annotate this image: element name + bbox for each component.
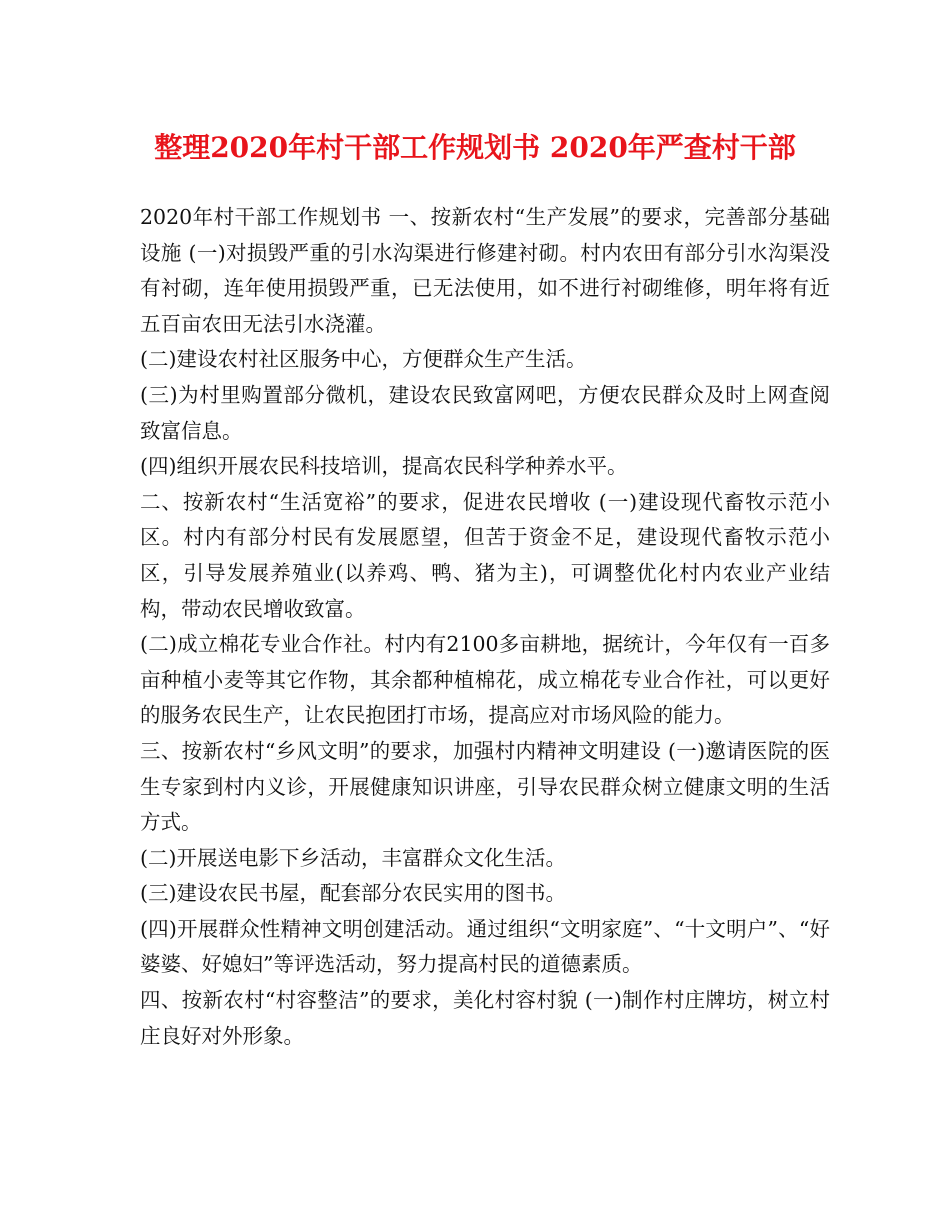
paragraph: 三、按新农村“乡风文明”的要求，加强村内精神文明建设 (一)邀请医院的医生专家到村内义诊，开展健康知识讲座，引导农民群众树立健康文明的生活方式。 <box>140 738 830 835</box>
paragraph: 二、按新农村“生活宽裕”的要求，促进农民增收 (一)建设现代畜牧示范小区。村内有部分村民有发展愿望，但苦于资金不足，建设现代畜牧示范小区，引导发展养殖业(以养鸡、鸭、猪为主)，可调整优化村内农业产业结构，带动农民增收致富。 <box>140 489 830 621</box>
paragraph: 2020年村干部工作规划书 一、按新农村“生产发展”的要求，完善部分基础设施 (一)对损毁严重的引水沟渠进行修建衬砌。村内农田有部分引水沟渠没有衬砌，连年使用损毁严重，已无法使用，如不进行衬砌维修，明年将有近五百亩农田无法引水浇灌。 <box>140 205 830 336</box>
paragraph: (二)建设农村社区服务中心，方便群众生产生活。 <box>140 347 587 372</box>
paragraph: (二)开展送电影下乡活动，丰富群众文化生活。 <box>140 845 566 870</box>
paragraph: (四)开展群众性精神文明创建活动。通过组织“文明家庭”、“十文明户”、“好婆婆、好媳妇”等评选活动，努力提高村民的道德素质。 <box>140 916 830 977</box>
paragraph: 四、按新农村“村容整洁”的要求，美化村容村貌 (一)制作村庄牌坊，树立村庄良好对外形象。 <box>140 988 830 1048</box>
document-title: 整理2020年村干部工作规划书 2020年严查村干部 <box>154 131 796 164</box>
paragraph: (三)为村里购置部分微机，建设农民致富网吧，方便农民群众及时上网查阅致富信息。 <box>140 382 830 443</box>
paragraph: (四)组织开展农民科技培训，提高农民科学种养水平。 <box>140 454 628 479</box>
paragraph: (三)建设农民书屋，配套部分农民实用的图书。 <box>140 881 566 906</box>
document-body <box>140 200 830 1054</box>
paragraph: (二)成立棉花专业合作社。村内有2100多亩耕地，据统计，今年仅有一百多亩种植小麦等其它作物，其余都种植棉花，成立棉花专业合作社，可以更好的服务农民生产，让农民抱团打市场，提高应对市场风险的能力。 <box>140 632 830 728</box>
